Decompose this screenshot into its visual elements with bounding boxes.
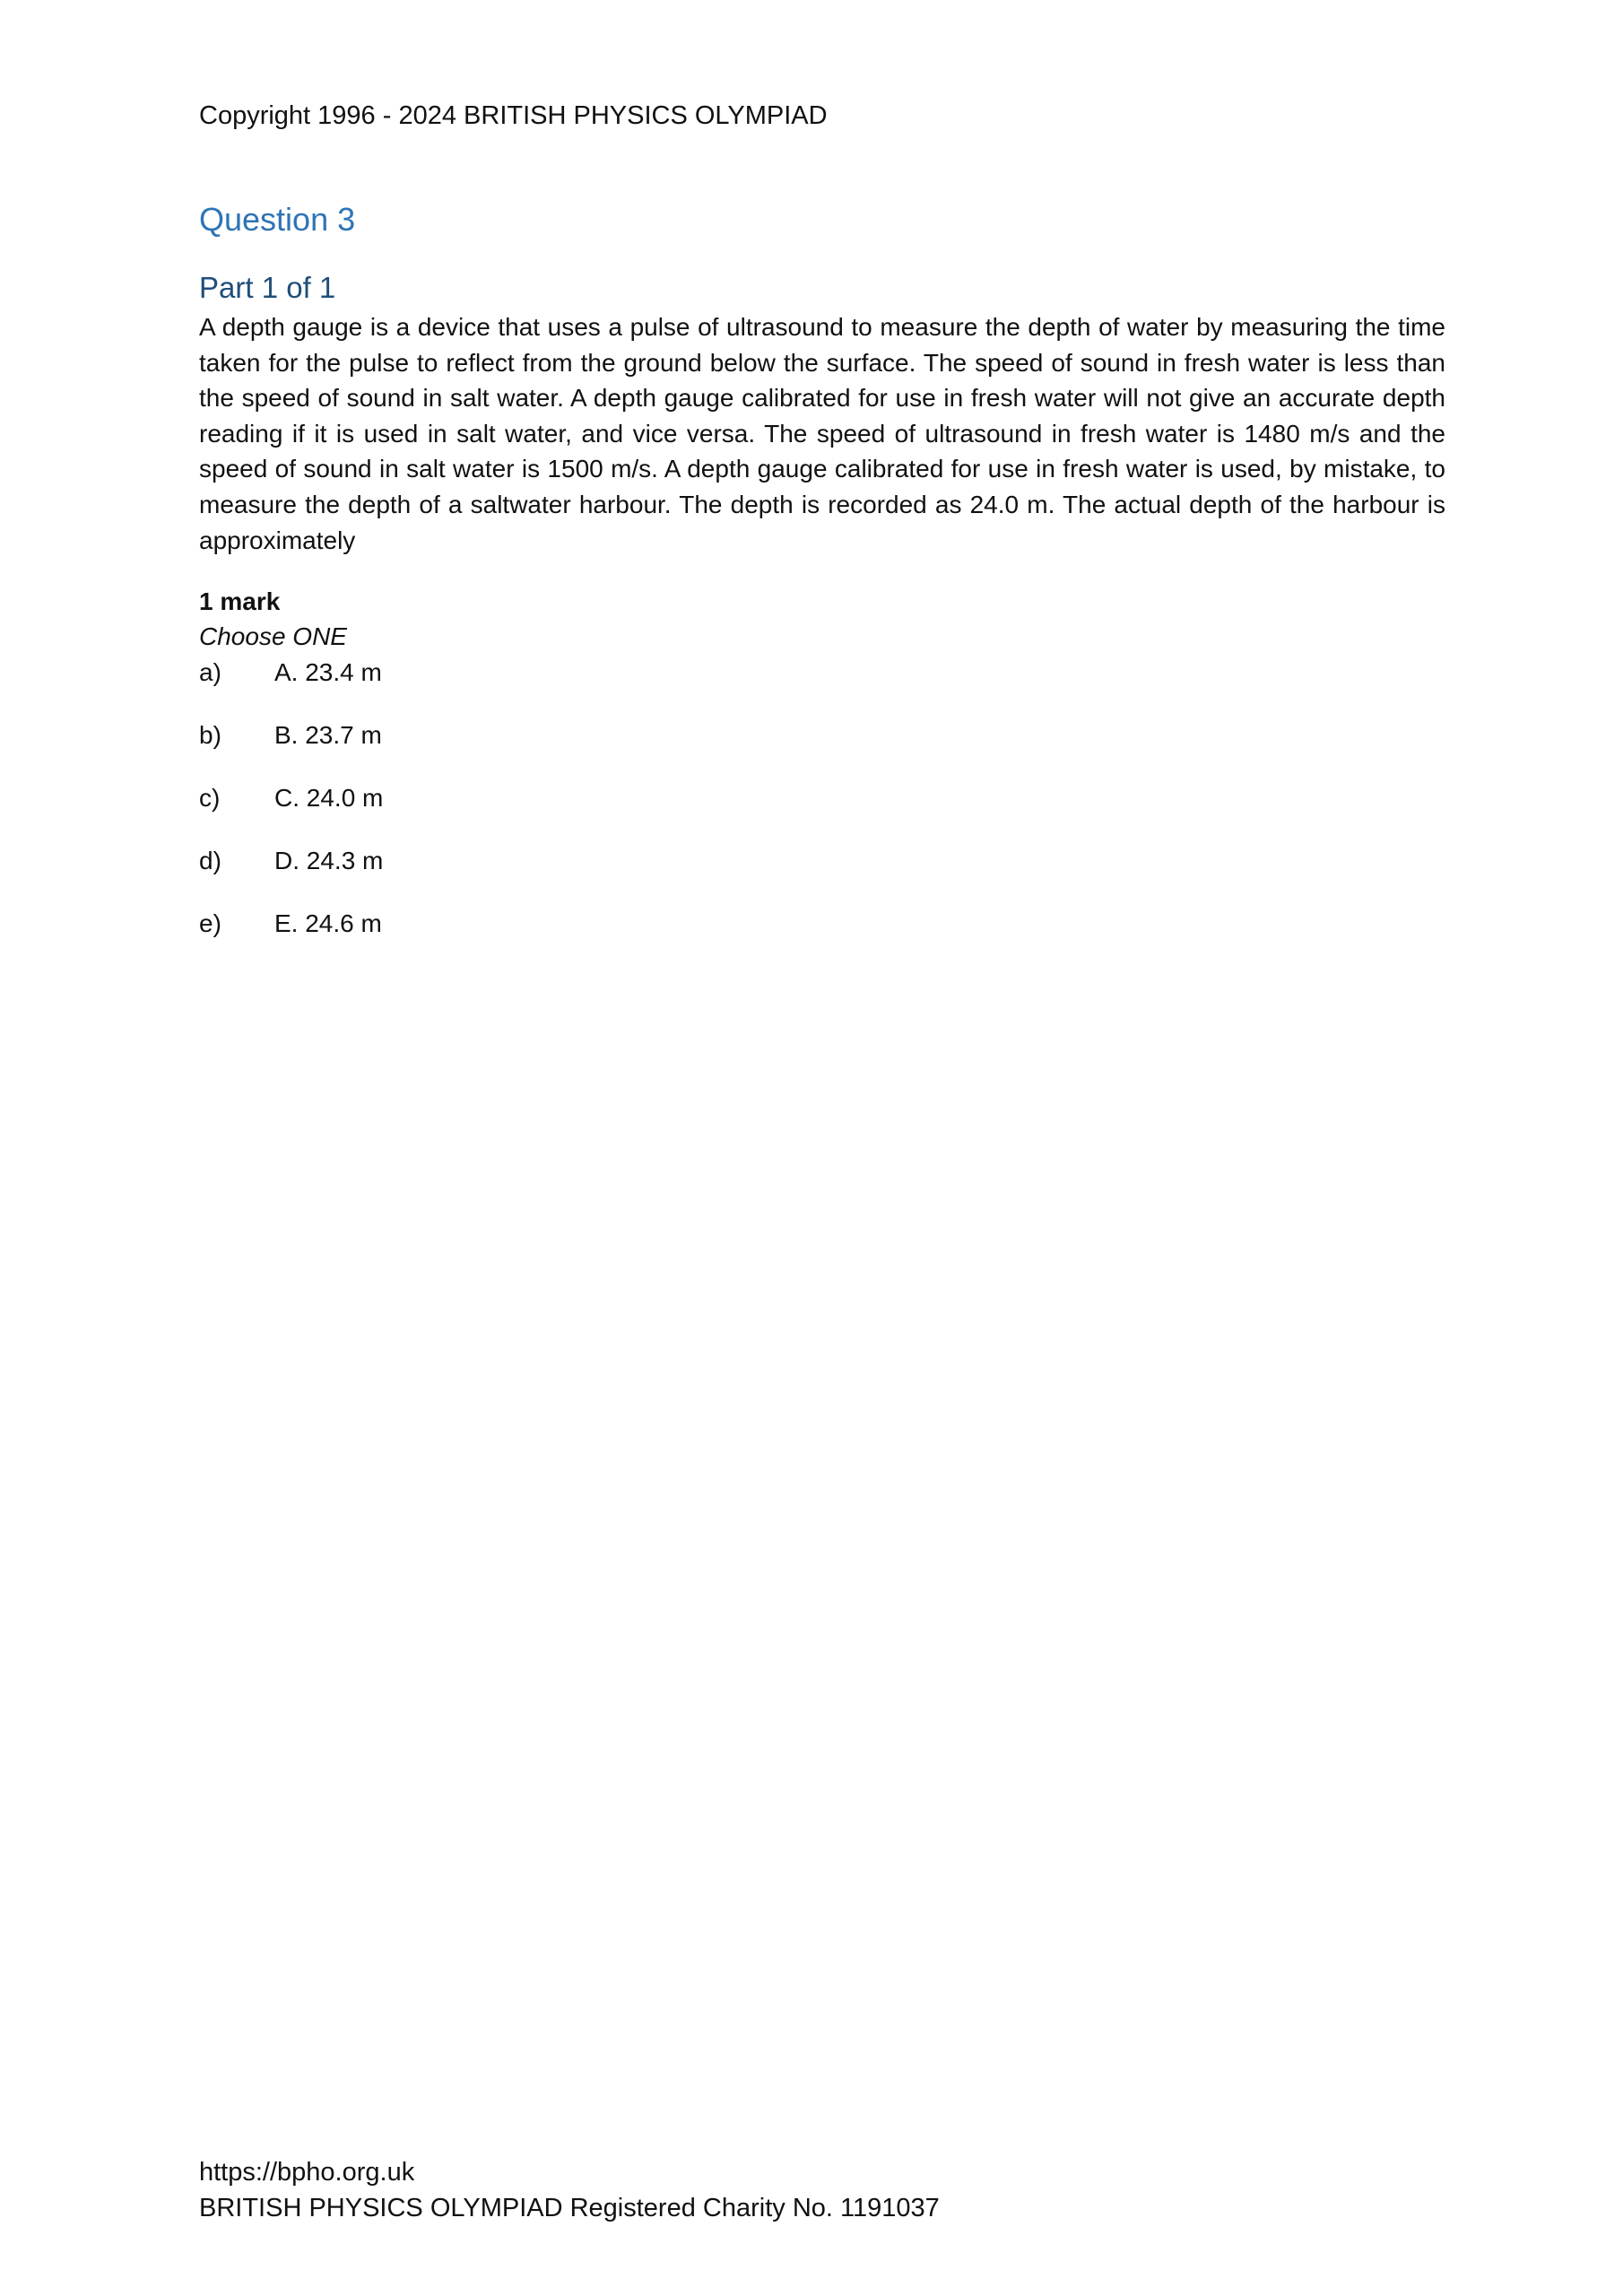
option-letter: a) <box>199 658 221 686</box>
option-text: D. 24.3 m <box>274 847 384 874</box>
document-page <box>199 0 1445 2296</box>
option-text: E. 24.6 m <box>274 909 382 937</box>
copyright-notice: Copyright 1996 - 2024 BRITISH PHYSICS OLYMPIAD <box>199 101 828 130</box>
footer-url: https://bpho.org.uk <box>199 2158 415 2187</box>
option-text: C. 24.0 m <box>274 784 384 812</box>
option-d[interactable] <box>199 844 827 907</box>
question-title: Question 3 <box>199 201 356 238</box>
option-text: B. 23.7 m <box>274 721 382 749</box>
marks-label: 1 mark <box>199 587 281 615</box>
option-b[interactable] <box>199 718 827 781</box>
question-text: A depth gauge is a device that uses a pulse of ultrasound to measure the depth of water by measuring the time taken for the pulse to reflect from the ground below the surface. The speed of sound in fresh water is less than the speed of sound in salt water. A depth gauge calibrated for use in fresh water will not give an accurate depth reading if it is used in salt water, and vice versa. The speed of ultrasound in fresh water is 1480 m/s and the speed of sound in salt water is 1500 m/s. A depth gauge calibrated for use in fresh water is used, by mistake, to measure the depth of a saltwater harbour. The depth is recorded as 24.0 m. The actual depth of the harbour is approximately <box>199 313 1445 554</box>
answer-options <box>199 656 827 970</box>
option-letter: d) <box>199 847 221 874</box>
option-c[interactable] <box>199 781 827 844</box>
instruction-label: Choose ONE <box>199 622 347 650</box>
option-letter: b) <box>199 721 221 749</box>
option-letter: c) <box>199 784 221 812</box>
option-a[interactable] <box>199 656 827 718</box>
footer-charity-notice: BRITISH PHYSICS OLYMPIAD Registered Charity No. 1191037 <box>199 2194 940 2222</box>
option-letter: e) <box>199 909 221 937</box>
option-e[interactable] <box>199 907 827 970</box>
option-text: A. 23.4 m <box>274 658 382 686</box>
part-title: Part 1 of 1 <box>199 271 336 304</box>
